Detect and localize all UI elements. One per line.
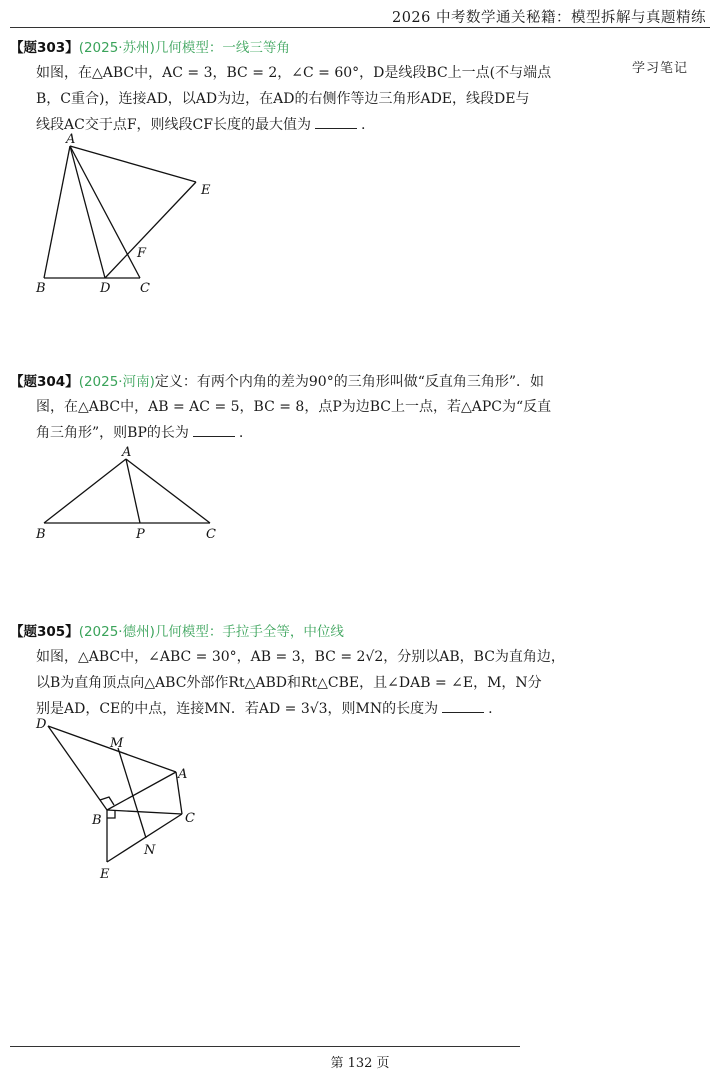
body-line: 以B为直角顶点向△ABC外部作Rt△ABD和Rt△CBE，且∠DAB = ∠E，M，N分	[36, 675, 542, 691]
study-notes-label: 学习笔记	[632, 61, 689, 76]
label-D: D	[100, 281, 111, 296]
figure-303	[30, 132, 230, 302]
label-E: E	[201, 183, 211, 198]
answer-blank[interactable]	[193, 422, 235, 437]
label-A: A	[122, 445, 132, 460]
question-number: 【题304】	[10, 374, 79, 390]
body-line: 如图，在△ABC中，AC = 3，BC = 2，∠C = 60°，D是线段BC上一点(不与端点	[36, 65, 552, 81]
question-number: 【题303】	[10, 40, 79, 56]
question-number: 【题305】	[10, 624, 79, 640]
label-B: B	[92, 813, 102, 828]
page-header	[0, 0, 720, 30]
question-source: (2025·苏州)	[78, 40, 155, 56]
label-N: N	[144, 843, 156, 858]
label-C: C	[185, 811, 195, 826]
question-header	[10, 372, 544, 392]
question-model: 几何模型：手拉手全等，中位线	[154, 624, 344, 640]
page-number: 第 132 页	[330, 1056, 390, 1071]
label-B: B	[36, 527, 46, 542]
question-header	[10, 38, 290, 58]
period: .	[488, 701, 493, 717]
body-line: 角三角形”，则BP的长为	[36, 425, 189, 441]
label-E: E	[100, 867, 110, 882]
footer-rule	[10, 1046, 520, 1047]
label-F: F	[137, 246, 147, 261]
header-rule	[10, 27, 710, 28]
answer-blank[interactable]	[315, 114, 357, 129]
figure-304	[30, 443, 230, 543]
label-D: D	[36, 717, 47, 732]
label-C: C	[140, 281, 150, 296]
question-body	[36, 644, 616, 722]
body-line: 别是AD，CE的中点，连接MN．若AD = 3√3，则MN的长度为	[36, 701, 439, 717]
period: .	[238, 425, 244, 441]
question-source: (2025·河南)	[78, 374, 155, 390]
question-model: 几何模型：一线三等角	[154, 40, 290, 56]
question-lead: 定义：有两个内角的差为90°的三角形叫做“反直角三角形”．如	[154, 374, 545, 390]
label-M: M	[110, 736, 124, 751]
question-body	[36, 60, 616, 138]
period: .	[360, 117, 366, 133]
question-source: (2025·德州)	[78, 624, 155, 640]
question-header	[10, 622, 344, 642]
label-B: B	[36, 281, 46, 296]
body-line: 如图，△ABC中，∠ABC = 30°，AB = 3，BC = 2√2，分别以AB，BC为直角边，	[36, 649, 565, 665]
label-A: A	[178, 767, 188, 782]
question-body	[36, 394, 616, 446]
answer-blank[interactable]	[442, 698, 484, 713]
body-line: 图，在△ABC中，AB = AC = 5，BC = 8，点P为边BC上一点，若△APC为“反直	[36, 399, 552, 415]
label-P: P	[136, 527, 145, 542]
figure-305	[30, 712, 210, 887]
label-C: C	[206, 527, 216, 542]
header-title: 2026 中考数学通关秘籍：模型拆解与真题精练	[391, 10, 706, 26]
body-line: B，C重合)，连接AD，以AD为边，在AD的右侧作等边三角形ADE，线段DE与	[36, 91, 530, 107]
body-line: 线段AC交于点F，则线段CF长度的最大值为	[36, 117, 311, 133]
label-A: A	[66, 132, 76, 147]
